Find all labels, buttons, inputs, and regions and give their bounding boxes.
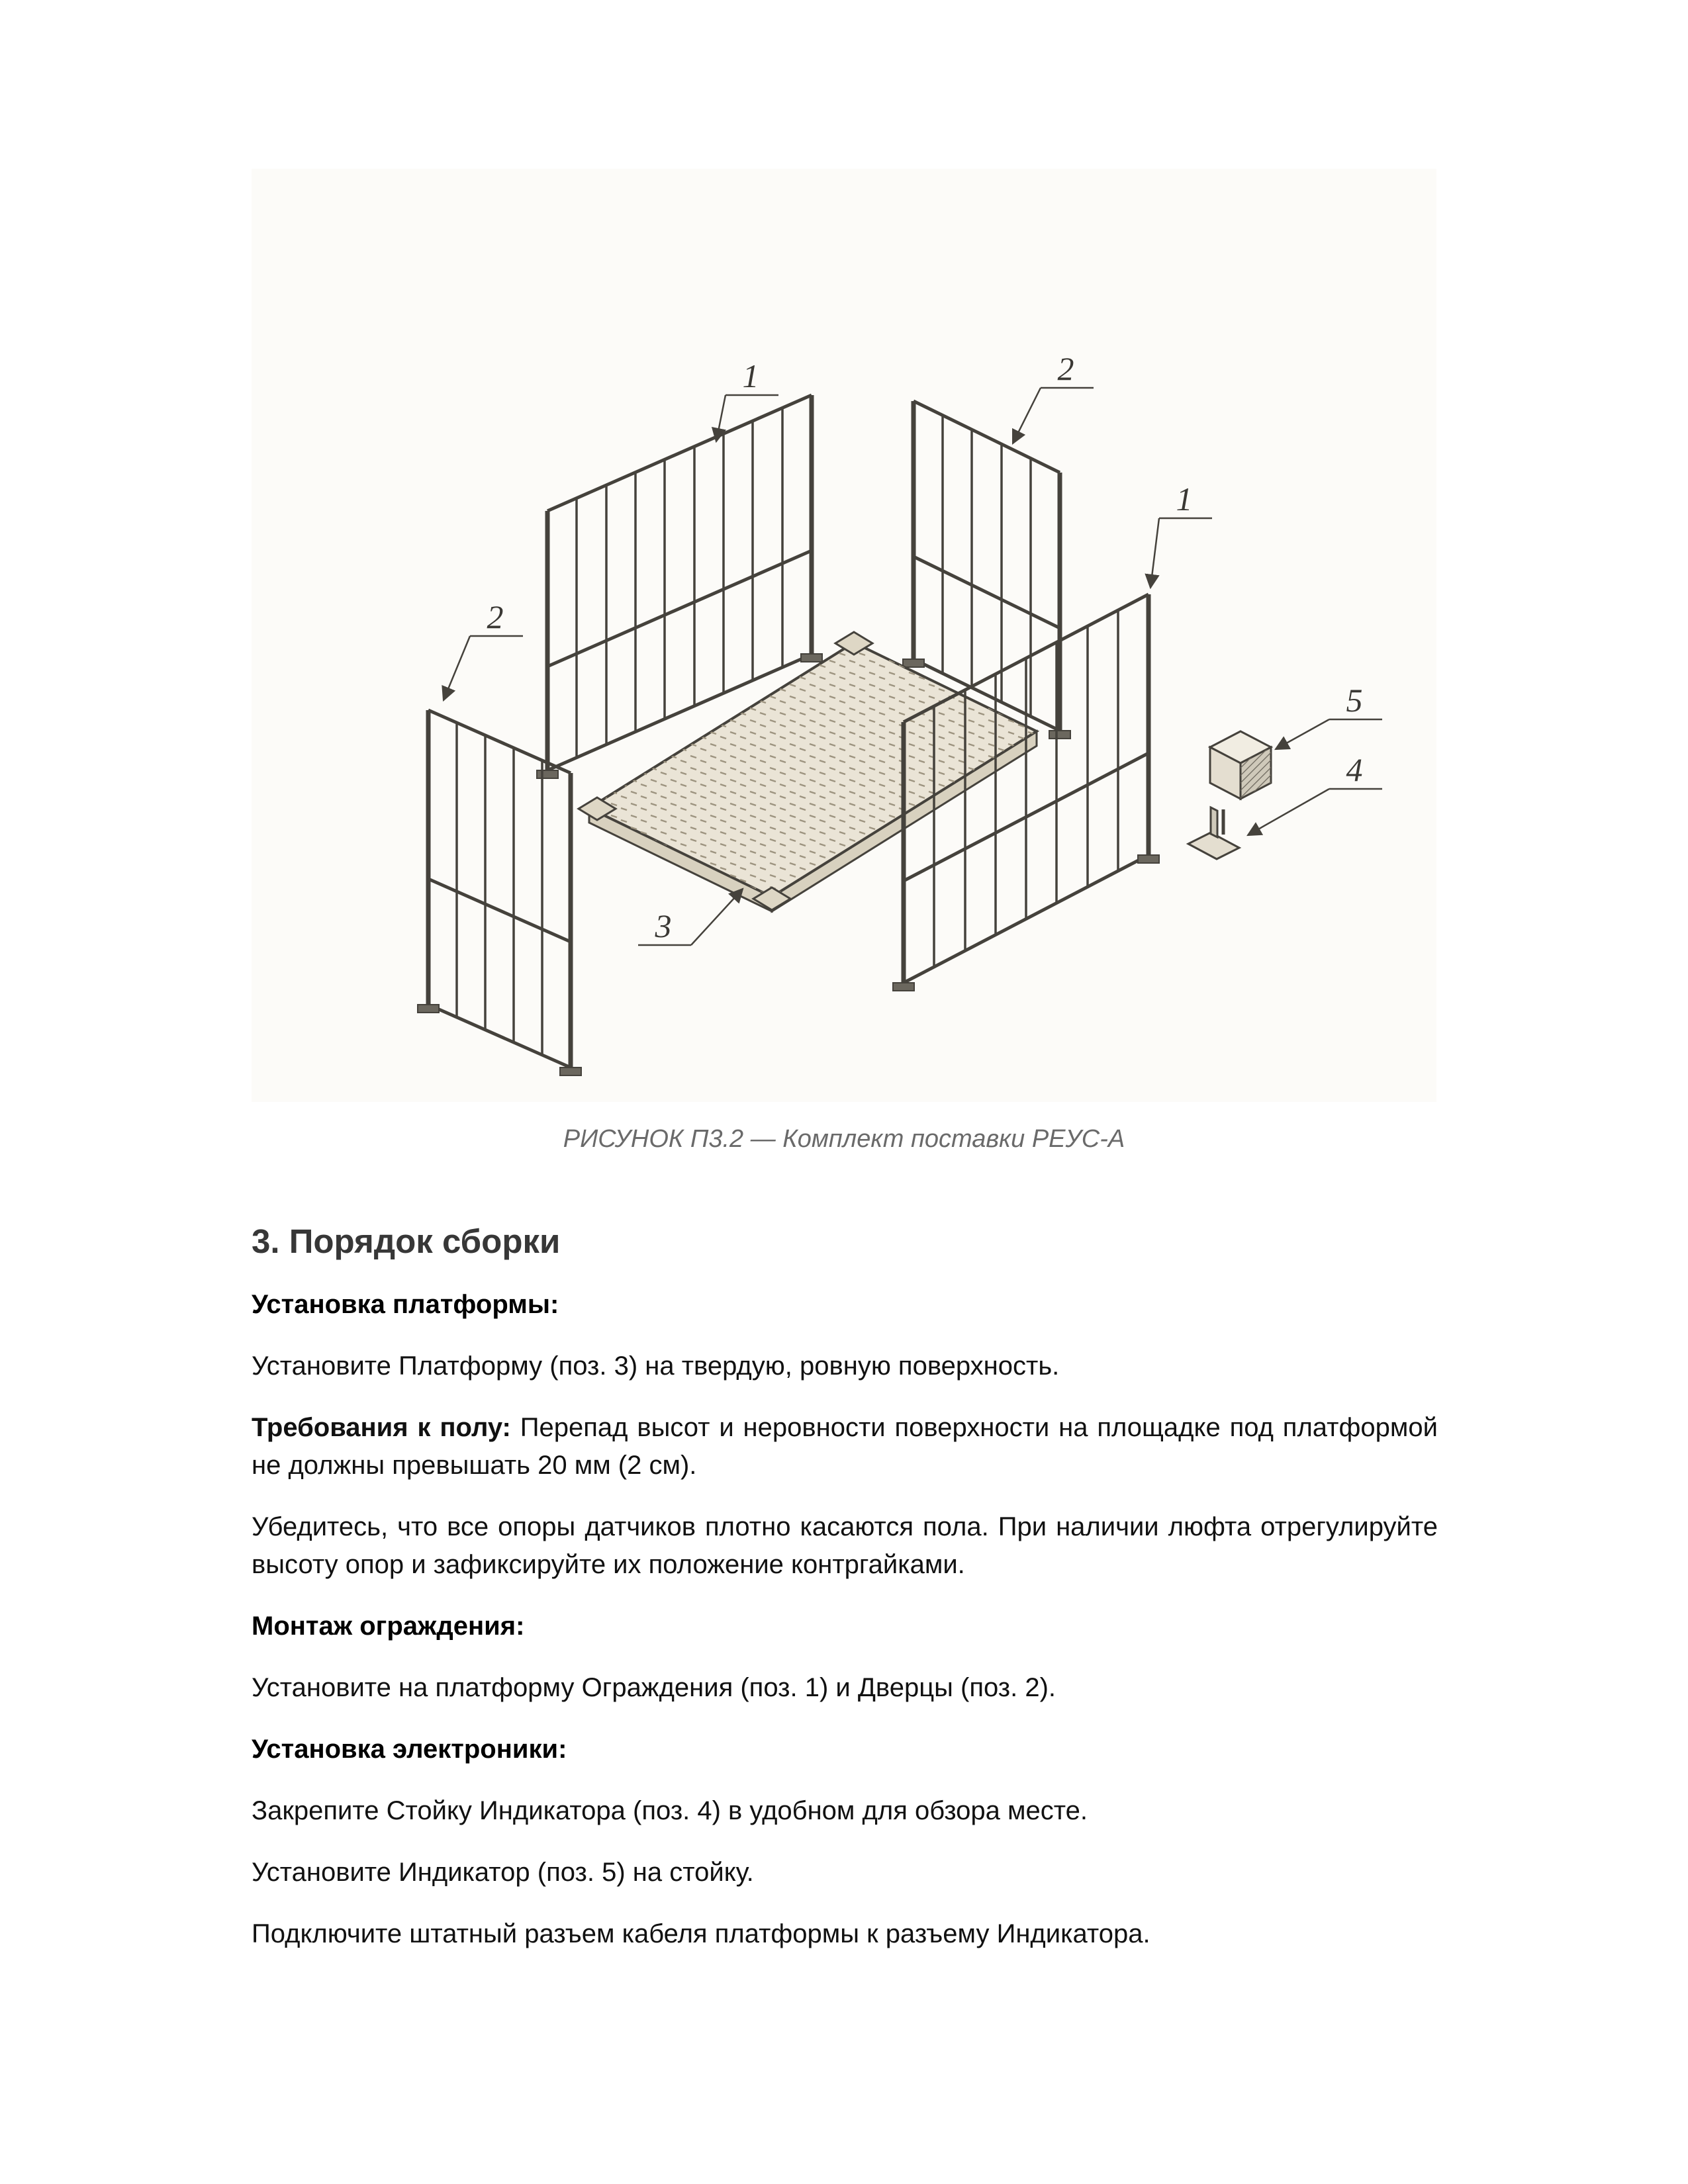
paragraph-rest: Перепад высот и неровности поверхности на площадке под платформой не должны превышать 20 мм (2 см). [252, 1413, 1438, 1480]
paragraph-cable-connect: Подключите штатный разъем кабеля платформы к разъему Индикатора. [252, 1919, 1150, 1948]
subhead-electronics-install: Установка электроники: [252, 1735, 567, 1764]
assembly-diagram-canvas [252, 169, 1436, 1102]
paragraph-lead: Требования к полу: [252, 1413, 511, 1442]
callout-fence-right-label: 1 [1176, 480, 1193, 518]
paragraph-floor-requirements [252, 1409, 1438, 1484]
body-text [252, 1222, 1438, 1977]
paragraph-stand-fix: Закрепите Стойку Индикатора (поз. 4) в удобном для обзора месте. [252, 1796, 1088, 1825]
paragraph-platform-place: Установите Платформу (поз. 3) на твердую, ровную поверхность. [252, 1351, 1060, 1381]
paragraph-fence-install: Установите на платформу Ограждения (поз. 1) и Дверцы (поз. 2). [252, 1673, 1056, 1702]
weighing-platform [579, 632, 1037, 911]
callout-stand-label: 4 [1346, 751, 1363, 788]
callout-platform-label: 3 [655, 907, 672, 944]
paragraph-sensor-supports: Убедитесь, что все опоры датчиков плотно касаются пола. При наличии люфта отрегулируйте высоту опор и зафиксируйте их положение контргайками. [252, 1512, 1438, 1579]
subhead-fence-mounting: Монтаж ограждения: [252, 1612, 525, 1641]
figure-caption: РИСУНОК П3.2 — Комплект поставки РЕУС-А [563, 1125, 1125, 1153]
indicator-box [1210, 731, 1271, 799]
assembly-diagram [252, 169, 1436, 1102]
callout-fence-top-label: 1 [742, 357, 759, 394]
callout-door-left-label: 2 [487, 598, 504, 635]
subhead-platform-install: Установка платформы: [252, 1290, 559, 1319]
callout-door-top-label: 2 [1057, 350, 1074, 387]
section-heading: 3. Порядок сборки [252, 1222, 561, 1260]
indicator-stand-bracket [1188, 807, 1239, 859]
paragraph-indicator-mount: Установите Индикатор (поз. 5) на стойку. [252, 1858, 754, 1887]
fence-panel-front-right [893, 594, 1159, 991]
callout-indicator-label: 5 [1346, 682, 1363, 719]
